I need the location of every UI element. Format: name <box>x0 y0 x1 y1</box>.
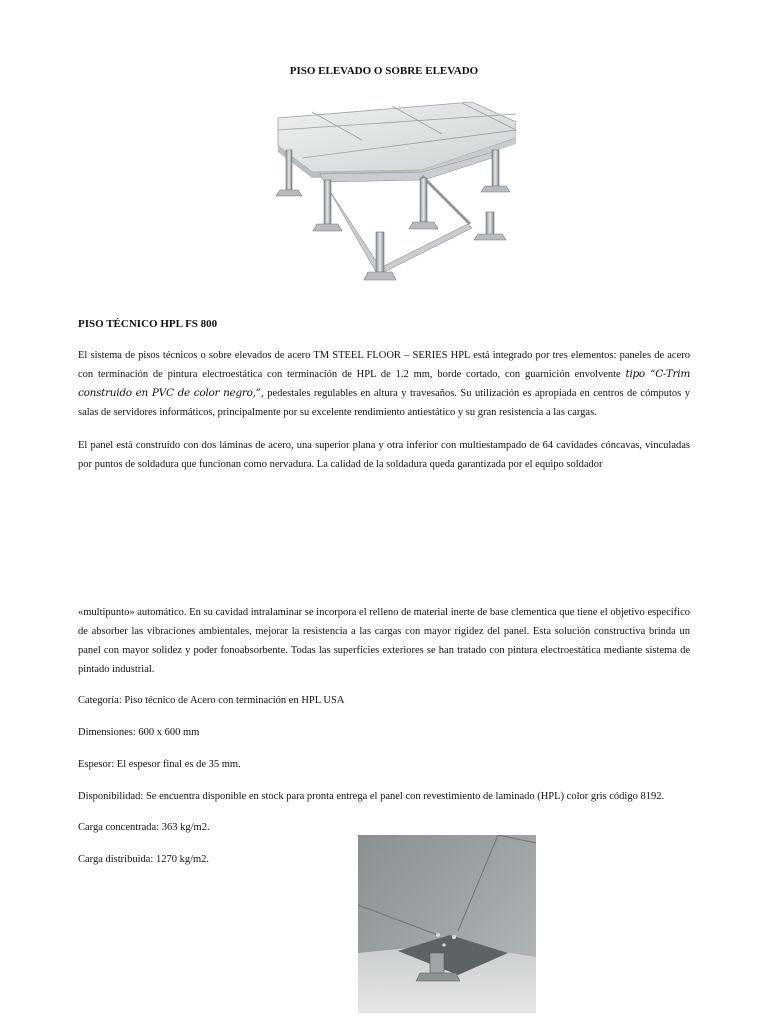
description-paragraph-3: «multipunto» automático. En su cavidad intralaminar se incorpora el relleno de material inerte de base clementica que tiene el objetivo específico de absorber las vibraciones ambientales, mejorar la resistencia a las cargas con mayor rigidez del panel. Esta solución constructiva brinda un panel con mayor solidez y poder fonoabsorbente. Todas las superficies exteriores se han tratado con pintura electroestática mediante sistema de pintado industrial. <box>78 607 690 675</box>
spec-thickness: Espesor: El espesor final es de 35 mm. <box>78 759 241 770</box>
page-title: PISO ELEVADO O SOBRE ELEVADO <box>289 65 479 77</box>
description-paragraph-2: El panel está construido con dos láminas de acero, una superior plana y otra inferior con multiestampado de 64 cavidades cóncavas, vinculadas por puntos de soldadura que funcionan como nervadura. La calidad de la soldadura queda garantizada por el equipo soldador <box>78 440 690 470</box>
paragraph-1-styled-text: tipo “C-Trim construido en PVC de color negro,”, <box>78 368 690 399</box>
spec-concentrated-load: Carga concentrada: 363 kg/m2. <box>78 822 210 833</box>
description-paragraph-1 <box>78 346 690 422</box>
spec-availability: Disponibilidad: Se encuentra disponible en stock para pronta entrega el panel con revestimiento de laminado (HPL) color gris código 8192. <box>78 791 665 802</box>
section-heading: PISO TÉCNICO HPL FS 800 <box>78 318 218 330</box>
paragraph-1-tail: pedestales regulables en altura y travesaños. Su utilización es apropiada en centros de cómputos y salas de servidores informáticos, principalmente por su excelente rendimiento antiestático y su gran resistencia a las cargas. <box>78 388 690 418</box>
spec-distributed-load: Carga distribuida: 1270 kg/m2. <box>78 854 210 865</box>
hpl-panel-photo <box>358 835 536 1013</box>
raised-floor-illustration <box>272 100 516 288</box>
paragraph-1-lead: El sistema de pisos técnicos o sobre elevados de acero TM STEEL FLOOR – SERIES HPL está integrado por tres elementos: paneles de acero con terminación de pintura electroestática con terminación de HPL de 1.2 mm, borde cortado, con guarnición envolvente <box>78 350 690 380</box>
spec-dimensions: Dimensiones: 600 x 600 mm <box>78 727 200 738</box>
spec-category: Categoría: Piso técnico de Acero con terminación en HPL USA <box>78 695 345 706</box>
